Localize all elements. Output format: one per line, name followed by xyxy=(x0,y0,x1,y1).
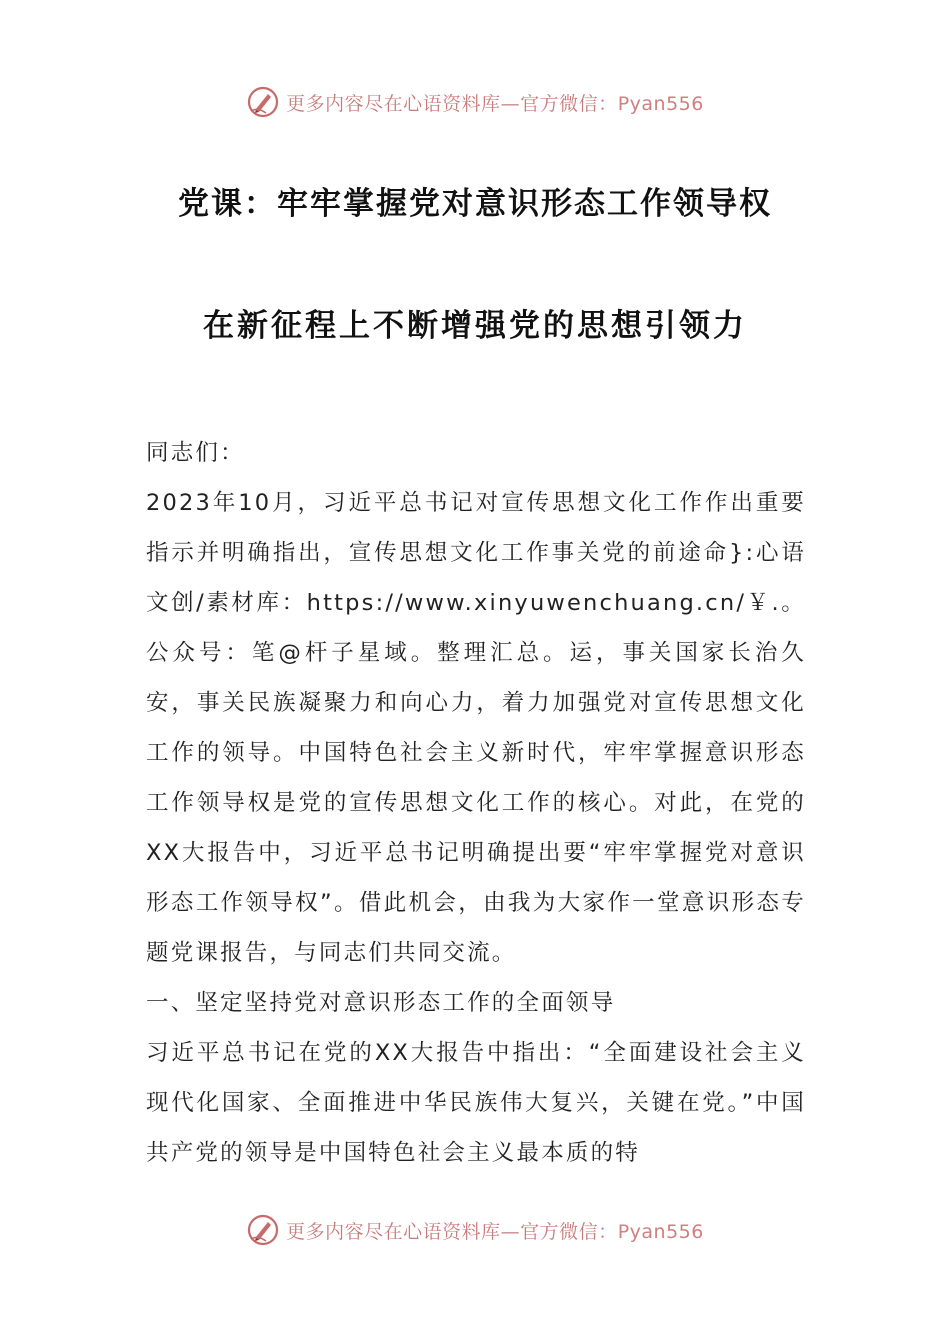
watermark-account: Pyan556 xyxy=(617,92,704,115)
footer-watermark-banner xyxy=(0,1210,950,1250)
watermark-text xyxy=(286,89,704,116)
pen-logo-icon xyxy=(246,85,280,119)
salutation: 同志们： xyxy=(146,440,245,466)
document-title-line-2: 在新征程上不断增强党的思想引领力 xyxy=(203,308,747,344)
watermark-prefix: 更多内容尽在心语资料库 xyxy=(286,92,501,115)
section-heading: 一、坚定坚持党对意识形态工作的全面领导 xyxy=(146,990,616,1016)
watermark-account: Pyan556 xyxy=(617,1220,704,1243)
document-title-line-1: 党课：牢牢掌握党对意识形态工作领导权 xyxy=(178,186,772,222)
document-body xyxy=(146,428,806,1178)
watermark-official: 官方微信： xyxy=(520,92,618,115)
watermark-prefix: 更多内容尽在心语资料库 xyxy=(286,1220,501,1243)
watermark-separator: — xyxy=(500,1220,521,1243)
watermark-text xyxy=(286,1217,704,1244)
watermark-separator: — xyxy=(500,92,521,115)
header-watermark-banner xyxy=(0,82,950,122)
watermark-official: 官方微信： xyxy=(520,1220,618,1243)
body-paragraph: 2023年10月，习近平总书记对宣传思想文化工作作出重要指示并明确指出，宣传思想文化工作事关党的前途命}:心语文创/素材库：https://www.xinyuwenchuang.cn/￥.。公众号：笔@杆子星域。整理汇总。运，事关国家长治久安，事关民族凝聚力和向心力，着力加强党对宣传思想文化工作的领导。中国特色社会主义新时代，牢牢掌握意识形态工作领导权是党的宣传思想文化工作的核心。对此，在党的XX大报告中，习近平总书记明确提出要“牢牢掌握党对意识形态工作领导权”。借此机会，由我为大家作一堂意识形态专题党课报告，与同志们共同交流。 xyxy=(146,490,806,966)
body-paragraph: 习近平总书记在党的XX大报告中指出：“全面建设社会主义现代化国家、全面推进中华民族伟大复兴，关键在党。”中国共产党的领导是中国特色社会主义最本质的特 xyxy=(146,1040,806,1166)
pen-logo-icon xyxy=(246,1213,280,1247)
